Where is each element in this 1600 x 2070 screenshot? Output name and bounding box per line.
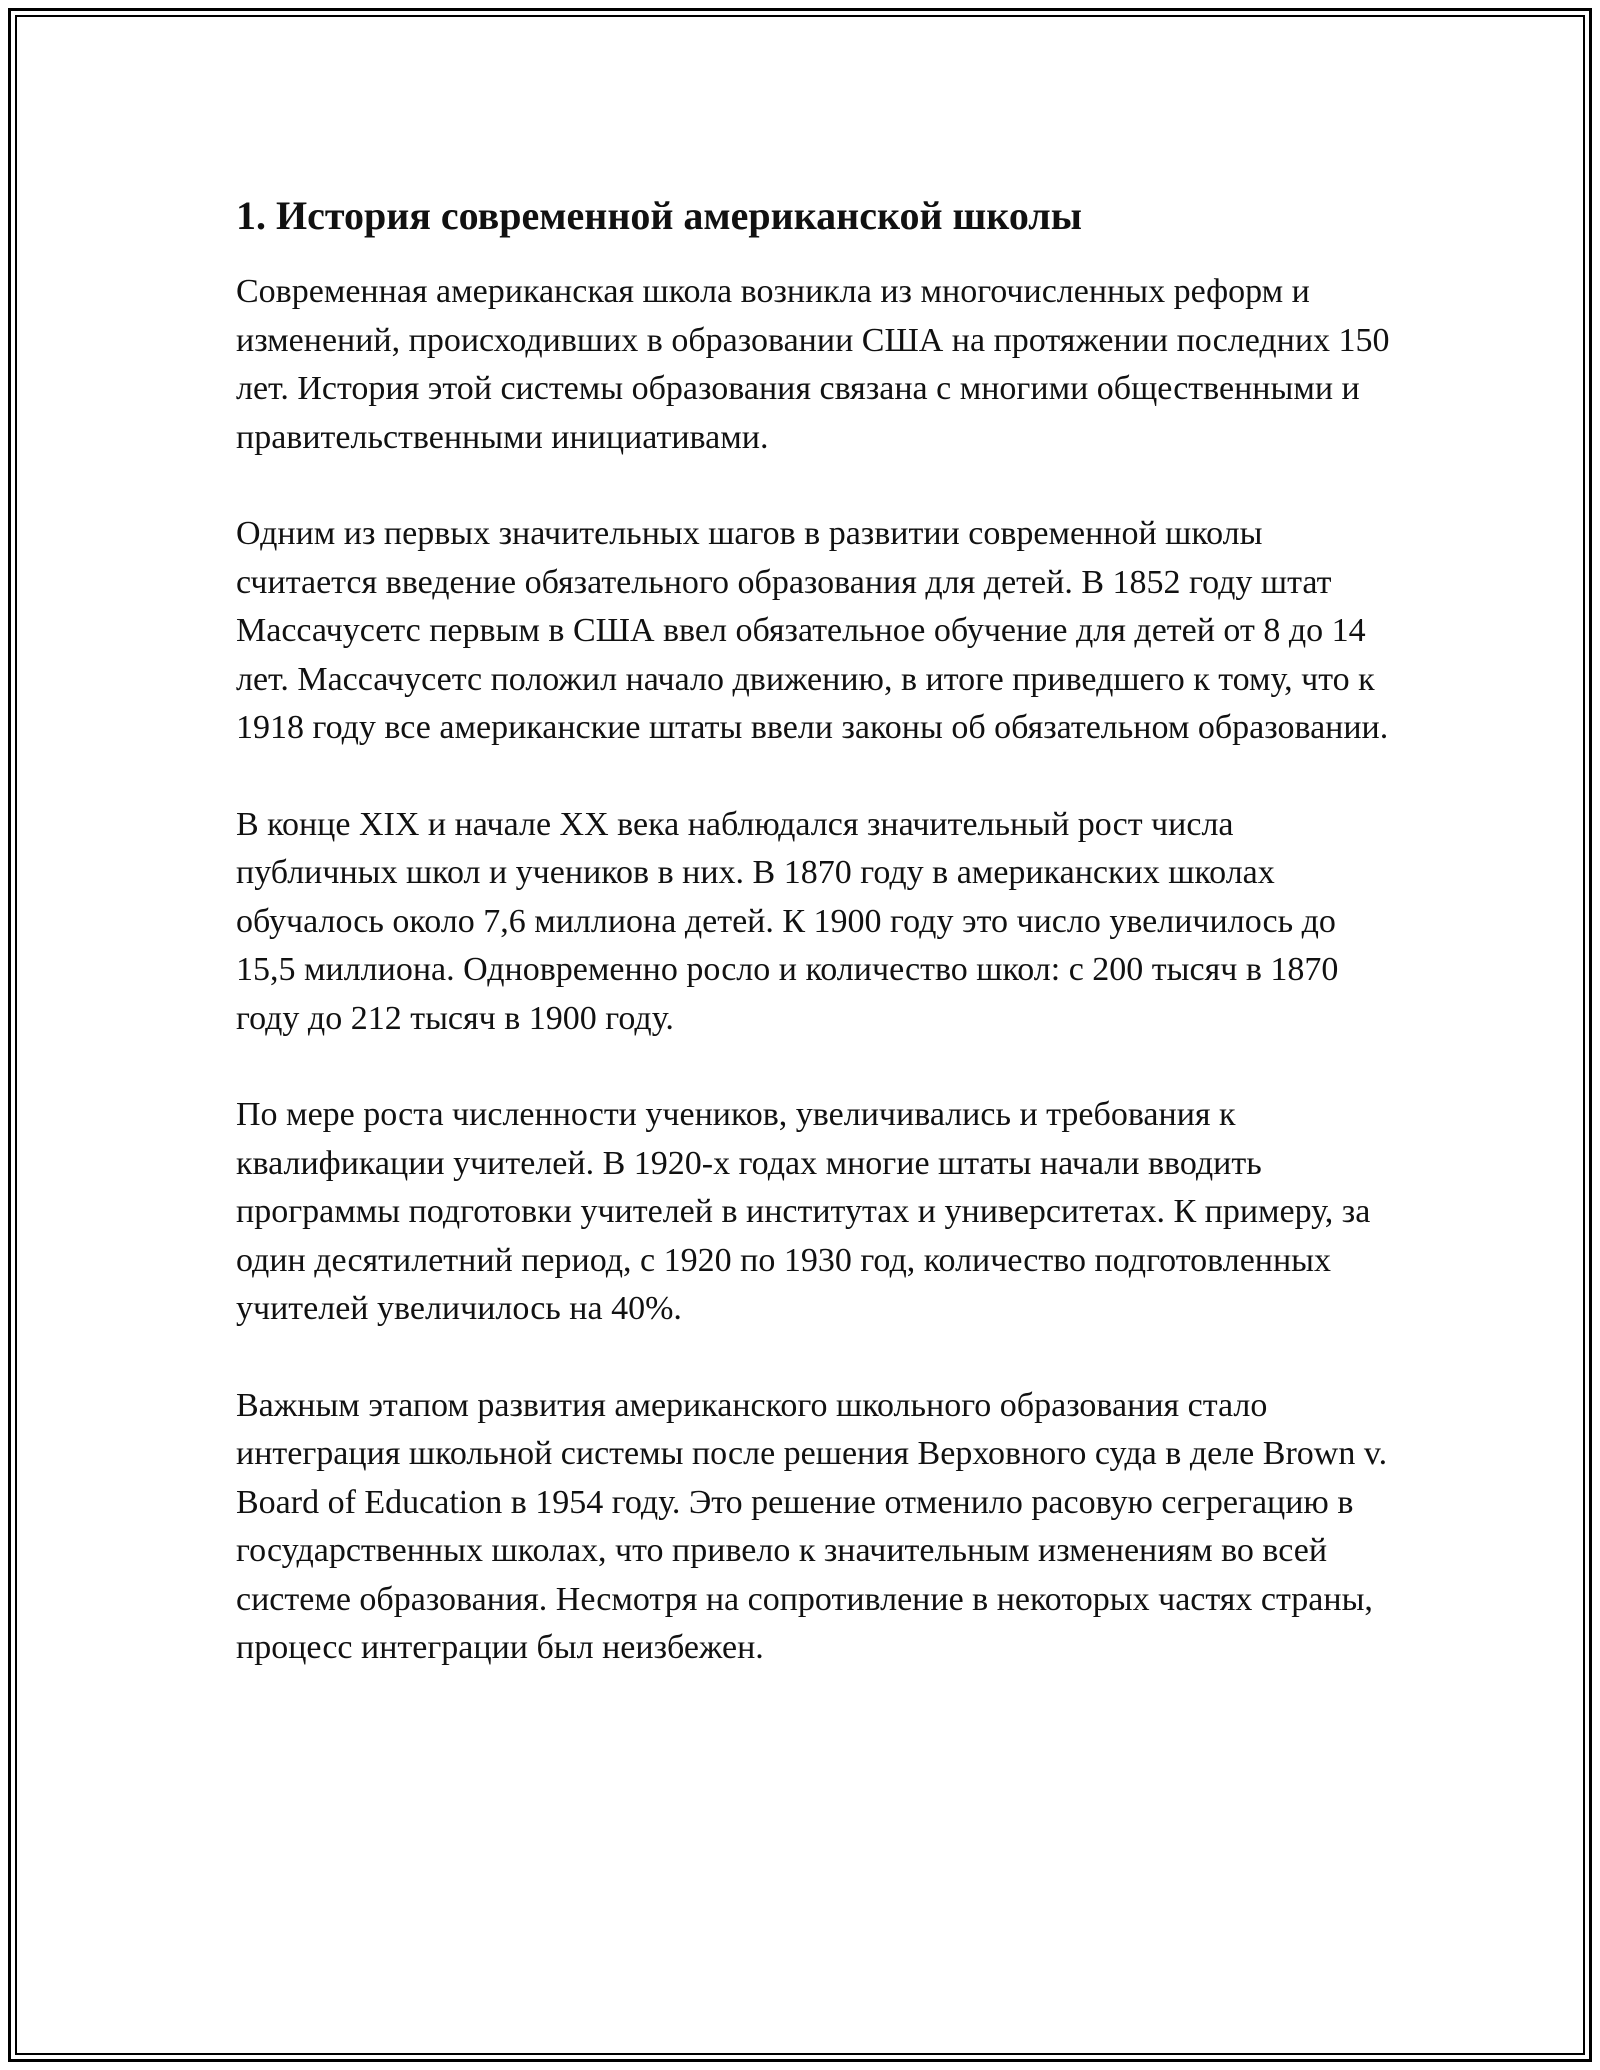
paragraph-teacher-qualification: По мере роста численности учеников, увеличивались и требования к квалификации учителей. В 1920-х годах многие штаты начали вводить программы подготовки учителей в институтах и университетах. К примеру, за один десятилетний период, с 1920 по 1930 год, количество подготовленных учителей увеличилось на 40%. xyxy=(236,1096,1371,1327)
paragraph-intro: Современная американская школа возникла из многочисленных реформ и изменений, происходивших в образовании США на протяжении последних 150 лет. История этой системы образования связана с многими общественными и правительственными инициативами. xyxy=(236,273,1390,456)
document-body xyxy=(236,190,1396,1673)
section-heading: 1. История современной американской школы xyxy=(236,193,1082,238)
paragraph-compulsory-education: Одним из первых значительных шагов в развитии современной школы считается введение обязательного образования для детей. В 1852 году штат Массачусетс первым в США ввел обязательное обучение для детей от 8 до 14 лет. Массачусетс положил начало движению, в итоге приведшего к тому, что к 1918 году все американские штаты ввели законы об обязательном образовании. xyxy=(236,515,1389,746)
paragraph-integration: Важным этапом развития американского школьного образования стало интеграция школьной системы после решения Верховного суда в деле Brown v. Board of Education в 1954 году. Это решение отменило расовую сегрегацию в государственных школах, что привело к значительным изменениям во всей системе образования. Несмотря на сопротивление в некоторых частях страны, процесс интеграции был неизбежен. xyxy=(236,1386,1388,1666)
paragraph-school-growth: В конце XIX и начале XX века наблюдался значительный рост числа публичных школ и учеников в них. В 1870 году в американских школах обучалось около 7,6 миллиона детей. К 1900 году это число увеличилось до 15,5 миллиона. Одновременно росло и количество школ: с 200 тысяч в 1870 году до 212 тысяч в 1900 году. xyxy=(236,805,1339,1037)
